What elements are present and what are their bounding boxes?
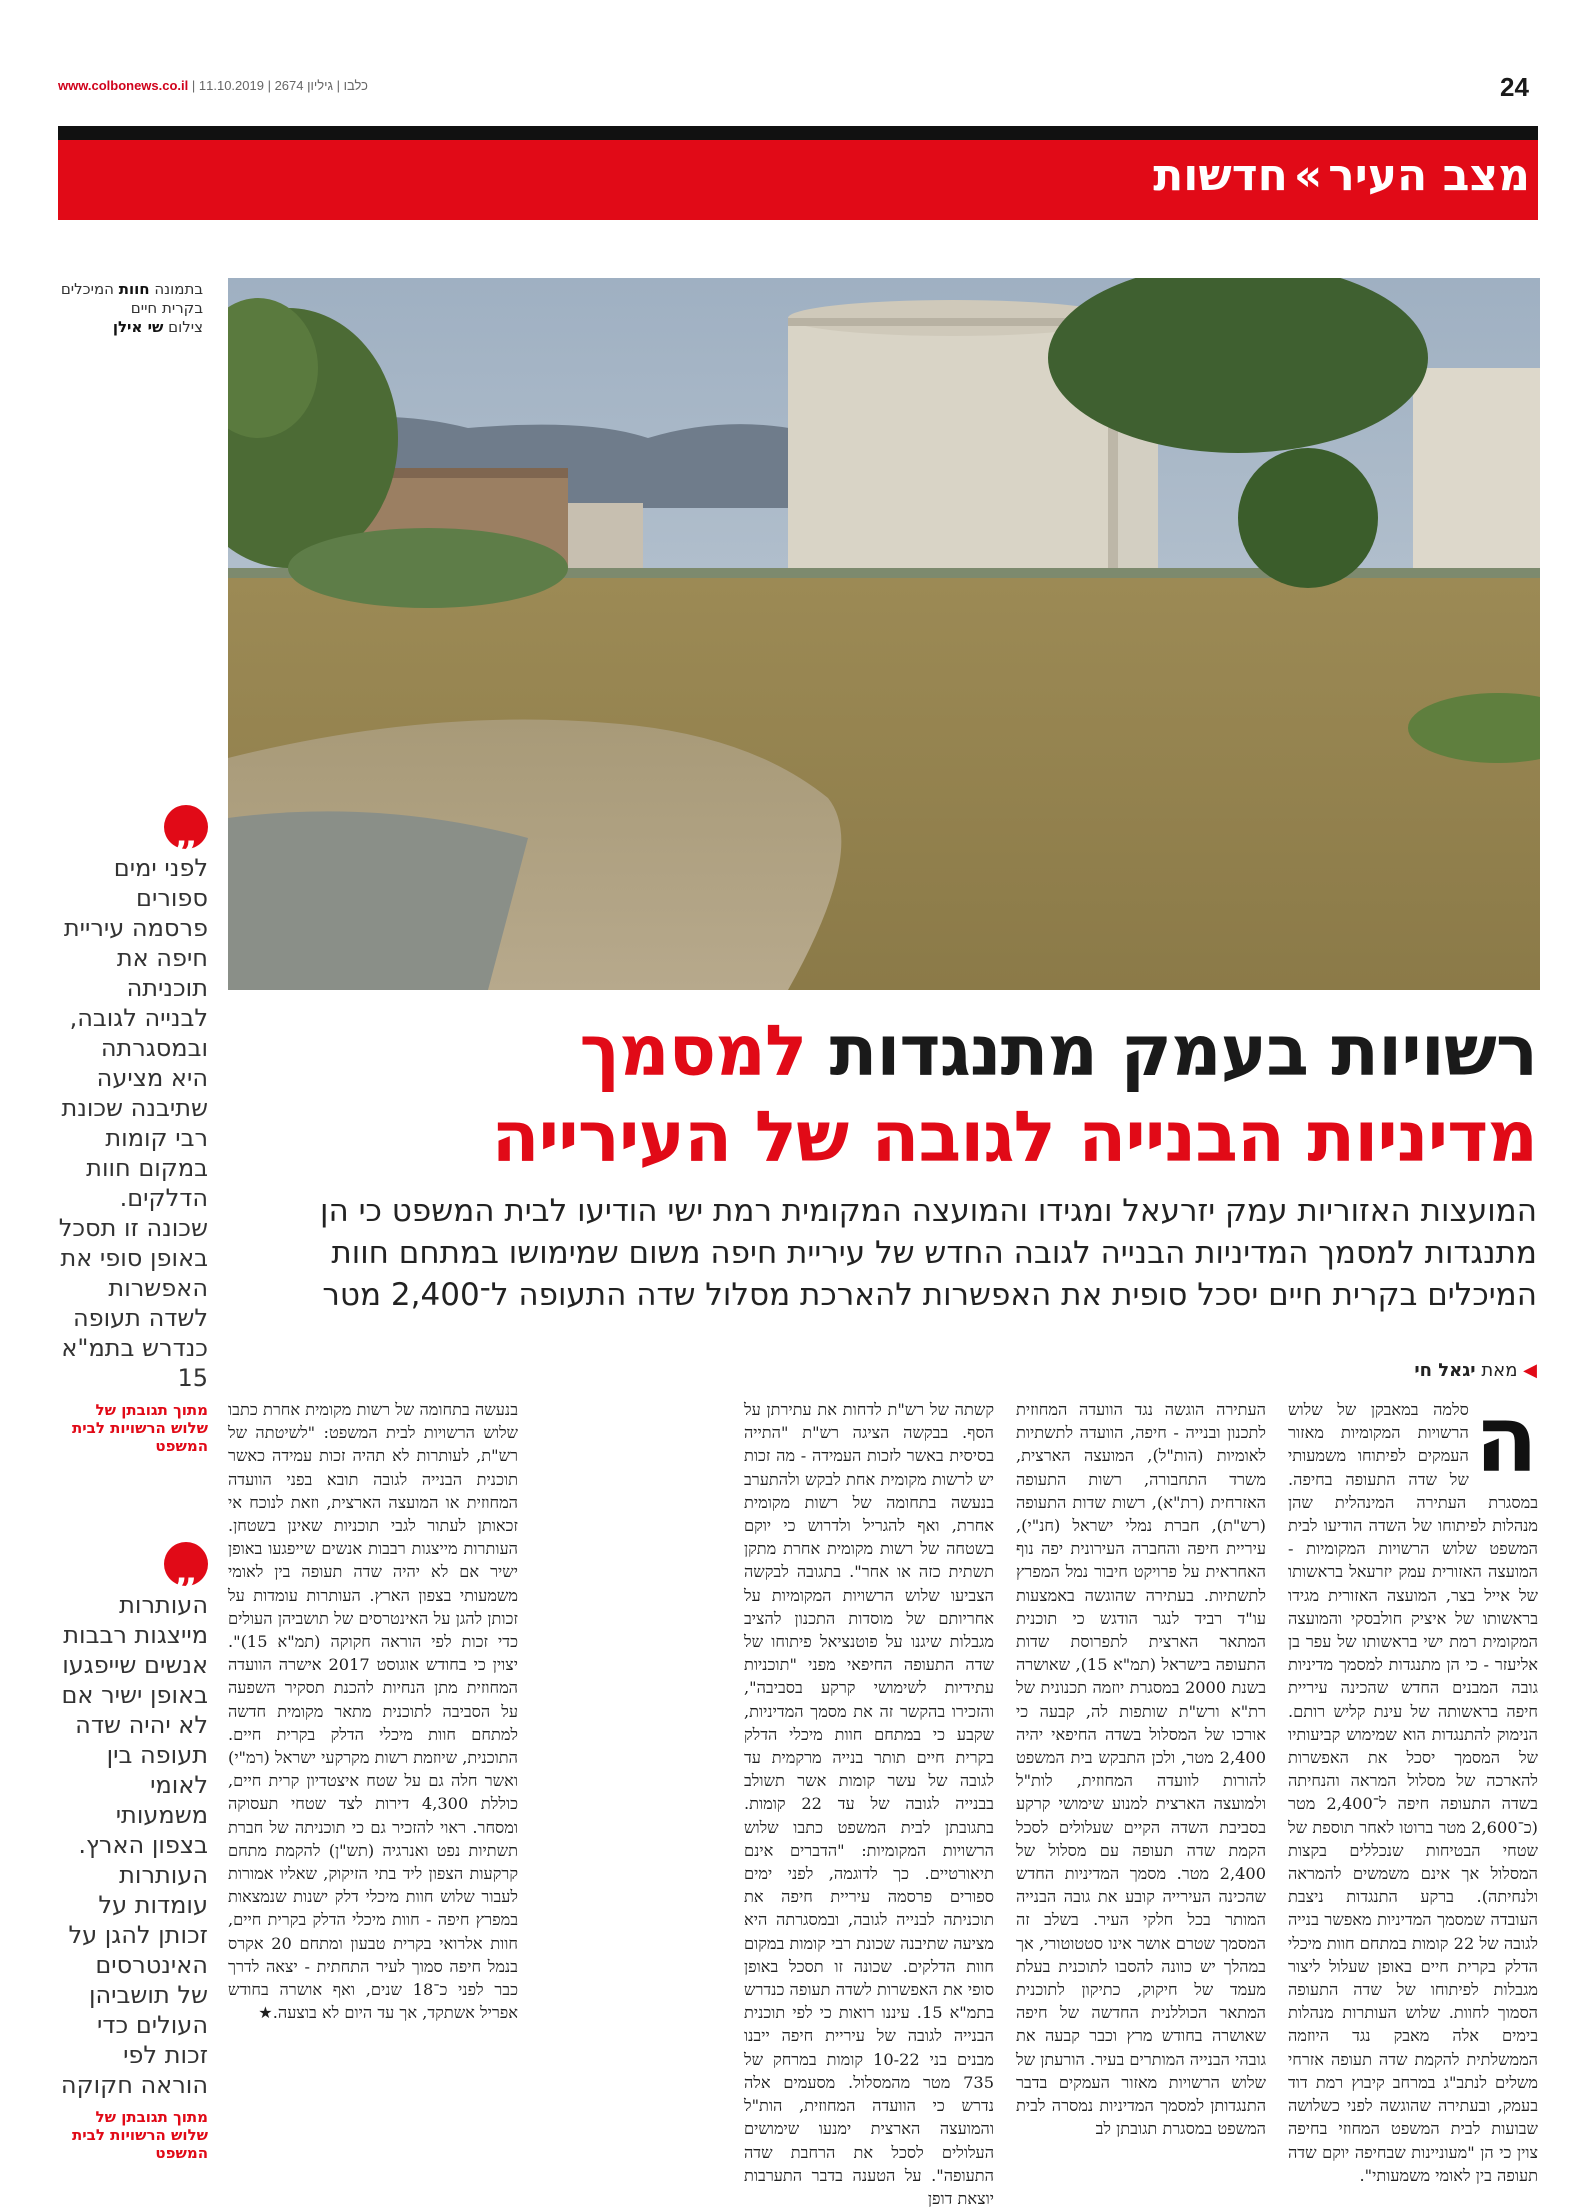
headline-line-2: מדיניות הבנייה לגובה של העירייה [491, 1096, 1537, 1178]
page-number: 24 [1500, 72, 1529, 102]
quote-text: לפני ימים ספורים פרסמה עיריית חיפה את תוכניתה לבנייה לגובה, ובמסגרתה היא מציעה שתיבנה שכונת רבי קומות במקום חוות הדלקים. שכונה זו תסכל באופן סופי את האפשרות לשדה תעופה כנדרש בתמ"א 15 [58, 854, 208, 1392]
issue-meta [58, 78, 368, 93]
byline [1414, 1360, 1537, 1381]
article-column-3 [744, 1398, 994, 2210]
byline-prefix: מאת [1481, 1360, 1518, 1381]
headline-part-red: למסמך [579, 1010, 807, 1092]
photo-caption [58, 280, 203, 337]
header-black-bar [58, 126, 1538, 140]
column-text: בנעשה בתחומה של רשות מקומית אחרת כתבו שלוש הרשויות לבית המשפט: "לשיטתה של רש"ת, לעותרות לא תהיה זכות עמידה כאשר תוכנית הבנייה לגובה תובא בפני הוועדה המחוזית או המועצה הארצית, וזאת לנוכח אי זכאותן לעתור לגבי תוכניות שאינן בשטחן. העותרות מייצגות רבבות אנשים שייפגעו באופן ישיר אם לא יהיה שדה תעופה בין לאומי משמעותי בצפון הארץ. העותרות עומדות על זכותן להגן על האינטרסים של תושביהן העולים כדי זכות לפי הוראה חקוקה (תמ"א 15)". יצוין כי בחודש אוגוסט 2017 אישרה הוועדה המחוזית מתן הנחיות להכנת תסקיר השפעה על הסביבה לתוכנית מתאר מקומית חדשה למתחם חוות מיכלי הדלק בקרית חיים. התוכנית, שיוזמת רשות מקרקעי ישראל (רמ"י) ואשר חלה גם על שטח איצטדיון קרית חיים, כוללת 4,300 דירות לצד שטחי תעסוקה ומסחר. ראוי להזכיר גם כי תוכניתה של חברת תשתיות נפט ואנרגיה (תש"ן) להקמת מתחם קרקעות הצפון ליד בתי הזיקוק, שאליו אמורות לעבור שלוש חוות מיכלי דלק ישנות שנמצאות במפרץ חיפה - חוות מיכלי הדלק בקרית חיים, חוות אלרואי בקרית טבעון ומתחם 20 אקרס בנמל חיפה סמוך לעיר התחתית - יצאה לדרך כבר לפני כ־18 שנים, ואף אושרה בחודש אפריל אשתקד, אך עד היום לא בוצעה.★ [228, 1400, 519, 2023]
article-photo [228, 278, 1540, 990]
site-url[interactable]: www.colbonews.co.il [58, 78, 189, 93]
drop-cap: ה [1474, 1386, 1538, 1493]
article-column-2 [1016, 1398, 1266, 2141]
pull-quote-1 [58, 805, 208, 1455]
headline [217, 1008, 1537, 1180]
quote-mark-icon: „ [164, 805, 208, 849]
headline-part-black: רשויות בעמק מתנגדות [806, 1010, 1537, 1092]
article-column-1 [1288, 1386, 1538, 2187]
quote-text: העותרות מייצגות רבבות אנשים שייפגעו באופן ישיר אם לא יהיה שדה תעופה בין לאומי משמעותי בצפון הארץ. העותרות עומדות על זכותן להגן על האינטרסים של תושביהן העולים כדי זכות לפי הוראה חקוקה [60, 1591, 208, 2099]
pull-quote-2 [58, 1542, 208, 2162]
column-text: קשתה של רש"ת לדחות את עתירתן על הסף. בבקשה הציגה רש"ת "התייה בסיסית באשר לזכות העמידה - מה זכות יש לרשות מקומית אחת לבקש ולהתערב בנעשה בתחומה של רשות מקומית אחרת, ואף להגריל ולדרוש כי יוקם בשטחה של רשות מקומית אחרת מתקן תשתית כזה או אחר". בתגובה לבקשה הצביעו שלוש הרשויות המקומיות על אחריותם של מוסדות התכנון להציב מגבלות שיגנו על פוטנציאל פיתוחו של שדה התעופה החיפאי מפני "תוכניות עתידיות לשימושי קרקע בסביבה", והזכירו בהקשר זה את מסמך המדיניות, שקבע כי במתחם חוות מיכלי הדלק בקרית חיים תותר בנייה מרקמית עד לגובה של עשר קומות אשר תשולב בבנייה לגובה של עד 22 קומות. בתגובתן לבית המשפט כתבו שלוש הרשויות המקומיות: "הדברים אינם תיאורטיים. כך לדוגמה, לפני ימים ספורים פרסמה עיריית חיפה את תוכניתה לבנייה לגובה, ובמסגרתה היא מציעה שתיבנה שכונת רבי קומות במקום חוות הדלקים. שכונה זו תסכל באופן סופי את האפשרות לשדה תעופה כנדרש בתמ"א 15. עיננו רואות כי לפי תוכנית הבנייה לגובה של עיריית חיפה ייבנו מבנים בני 10-22 קומות במרחק של 735 מטר מהמסלול. מסעמים אלה נדרש כי הוועדה המחוזית, הות"ל והמועצה הארצית ימנעו שימושים העלולים לסכל את הרחבת שדה התעופה". על הטענה בדבר התערבות יוצאת דופן [744, 1400, 995, 2208]
caption-text-2: המיכלים בקרית חיים [60, 280, 203, 317]
issue-info: | כלבו | גיליון 2674 | 11.10.2019 [191, 78, 368, 93]
oil-tanks-photo [228, 278, 1540, 990]
section-title [1153, 150, 1530, 201]
section-main: מצב העיר [1328, 150, 1530, 201]
caption-text: בתמונה [154, 280, 203, 298]
quote-mark-icon: „ [164, 1542, 208, 1586]
article-column-4 [228, 1398, 518, 2024]
column-text: העתירה הוגשה נגד הוועדה המחוזית לתכנון ובנייה - חיפה, הוועדה לתשתיות לאומיות (הות"ל), המועצה הארצית, משרד התחבורה, רשות התעופה האזרחית (רת"א), רשות שדות התעופה (רש"ת), חברת נמלי ישראל (חנ"י), עיריית חיפה והחברה העירונית יפה נוף האחראית על פרויקט חיבור נמל המפרץ לתשתיות. בעתירה שהוגשה באמצעות עו"ד רביד לנגר הודגש כי תוכנית המתאר הארצית לתפרוסת שדות התעופה בישראל (תמ"א 15), שאושרה בשנת 2000 במסגרת יוזמה תכנונית של רת"א ורש"ת שותפות לה, קבעה כי אורכו של המסלול בשדה החיפאי יהיה 2,400 מטר, ולכן התבקש בית המשפט להורות לוועדה המחוזית, לות"ל ולמועצה הארצית למנוע שימושי קרקע בסביבת השדה הקיים שעלולים לסכל הקמת שדה תעופה עם מסלול של 2,400 מטר. מסמך המדיניות החדש שהכינה העירייה קובע את גובה הבנייה המותר בכל חלקי העיר. בשלב זה המסמך שטרם אושר אינו סטטוטורי, אך במהלך יש כוונה להסבו לתוכנית בעלת מעמד של חיקוק, כתיקון לתוכנית המתאר הכוללנית החדשה של חיפה שאושרה בחודש מרץ וכבר קבעה את גובהי הבנייה המותרים בעיר. הורעתן של שלוש הרשויות מאזור העמקים בדבר התנגדותן למסמך המדיניות נמסרה לבית המשפט במסגרת תגובתן לב [1016, 1400, 1266, 2139]
caption-bold: חוות [118, 280, 150, 298]
arrow-left-icon: ◀ [1523, 1360, 1537, 1381]
caption-credit: שי אילן [112, 318, 164, 336]
byline-author: יגאל חי [1414, 1360, 1476, 1381]
quote-source: מתוך תגובתן של שלוש הרשויות לבית המשפט [72, 2108, 208, 2162]
caption-credit-label: צילום [168, 318, 203, 336]
chevron-icon: » [1293, 150, 1323, 201]
column-text: סלמה במאבקן של שלוש הרשויות המקומיות מאזור העמקים לפיתוחו משמעותי של שדה התעופה בחיפה. במסגרת העתירה המינהלית שהן מנהלות לפיתוחו של השדה הודיעו לבית המשפט שלוש הרשויות המקומיות - המועצה האזורית עמק יזרעאל בראשותו של אייל בצר, המועצה האזורית מגידו בראשותו של איציק חולבסקי והמועצה המקומית רמת ישי בראשותו של עפר בן אליעזר - כי הן מתנגדות למסמך מדיניות גובה המבנים החדש שהכינה עיריית חיפה בראשותה של עינת קליש רותם. הנימוק להתנגדות הוא שמימוש קביעותיו של המסמך יסכל את האפשרות להארכה של מסלול המראה והנחיתה בשדה התעופה חיפה ל־2,400 מטר (כ־2,600 מטר ברוטו לאחר תוספת של שטחי הבטיחות שנכללים בקצות המסלול אך אינם משמשים להמראה ולנחיתה). ברקע התנגדות ניצבת העובדה שמסמך המדיניות מאפשר בנייה לגובה של 22 קומות במתחם חוות מיכלי הדלק בקרית חיים באופן שעלול ליצור מגבלות לפיתוחו של שדה התעופה הסמוך לחוות. שלוש העותרות מנהלות בימים אלה מאבק נגד היוזמה הממשלתית להקמת שדה תעופה אזרחי משלים לנתב"ג במרחב קיבוץ רמת דוד בעמק, ובעתירה שהוגשה לפני כשלושה שבועות לבית המשפט המחוזי בחיפה צוין כי הן "מעוניינות שבחיפה יוקם שדה תעופה בין לאומי משמעותי". [1288, 1400, 1538, 2185]
subheadline: המועצות האזוריות עמק יזרעאל ומגידו והמועצה המקומית רמת ישי הודיעו לבית המשפט כי הן מתנגדות למסמך המדיניות הבנייה לגובה החדש של עיריית חיפה משום שמימושו במתחם חוות המיכלים בקרית חיים יסכל סופית את האפשרות להארכת מסלול שדה התעופה ל־2,400 מטר [320, 1193, 1537, 1313]
quote-source: מתוך תגובתן של שלוש הרשויות לבית המשפט [72, 1401, 208, 1455]
section-sub: חדשות [1153, 150, 1288, 201]
